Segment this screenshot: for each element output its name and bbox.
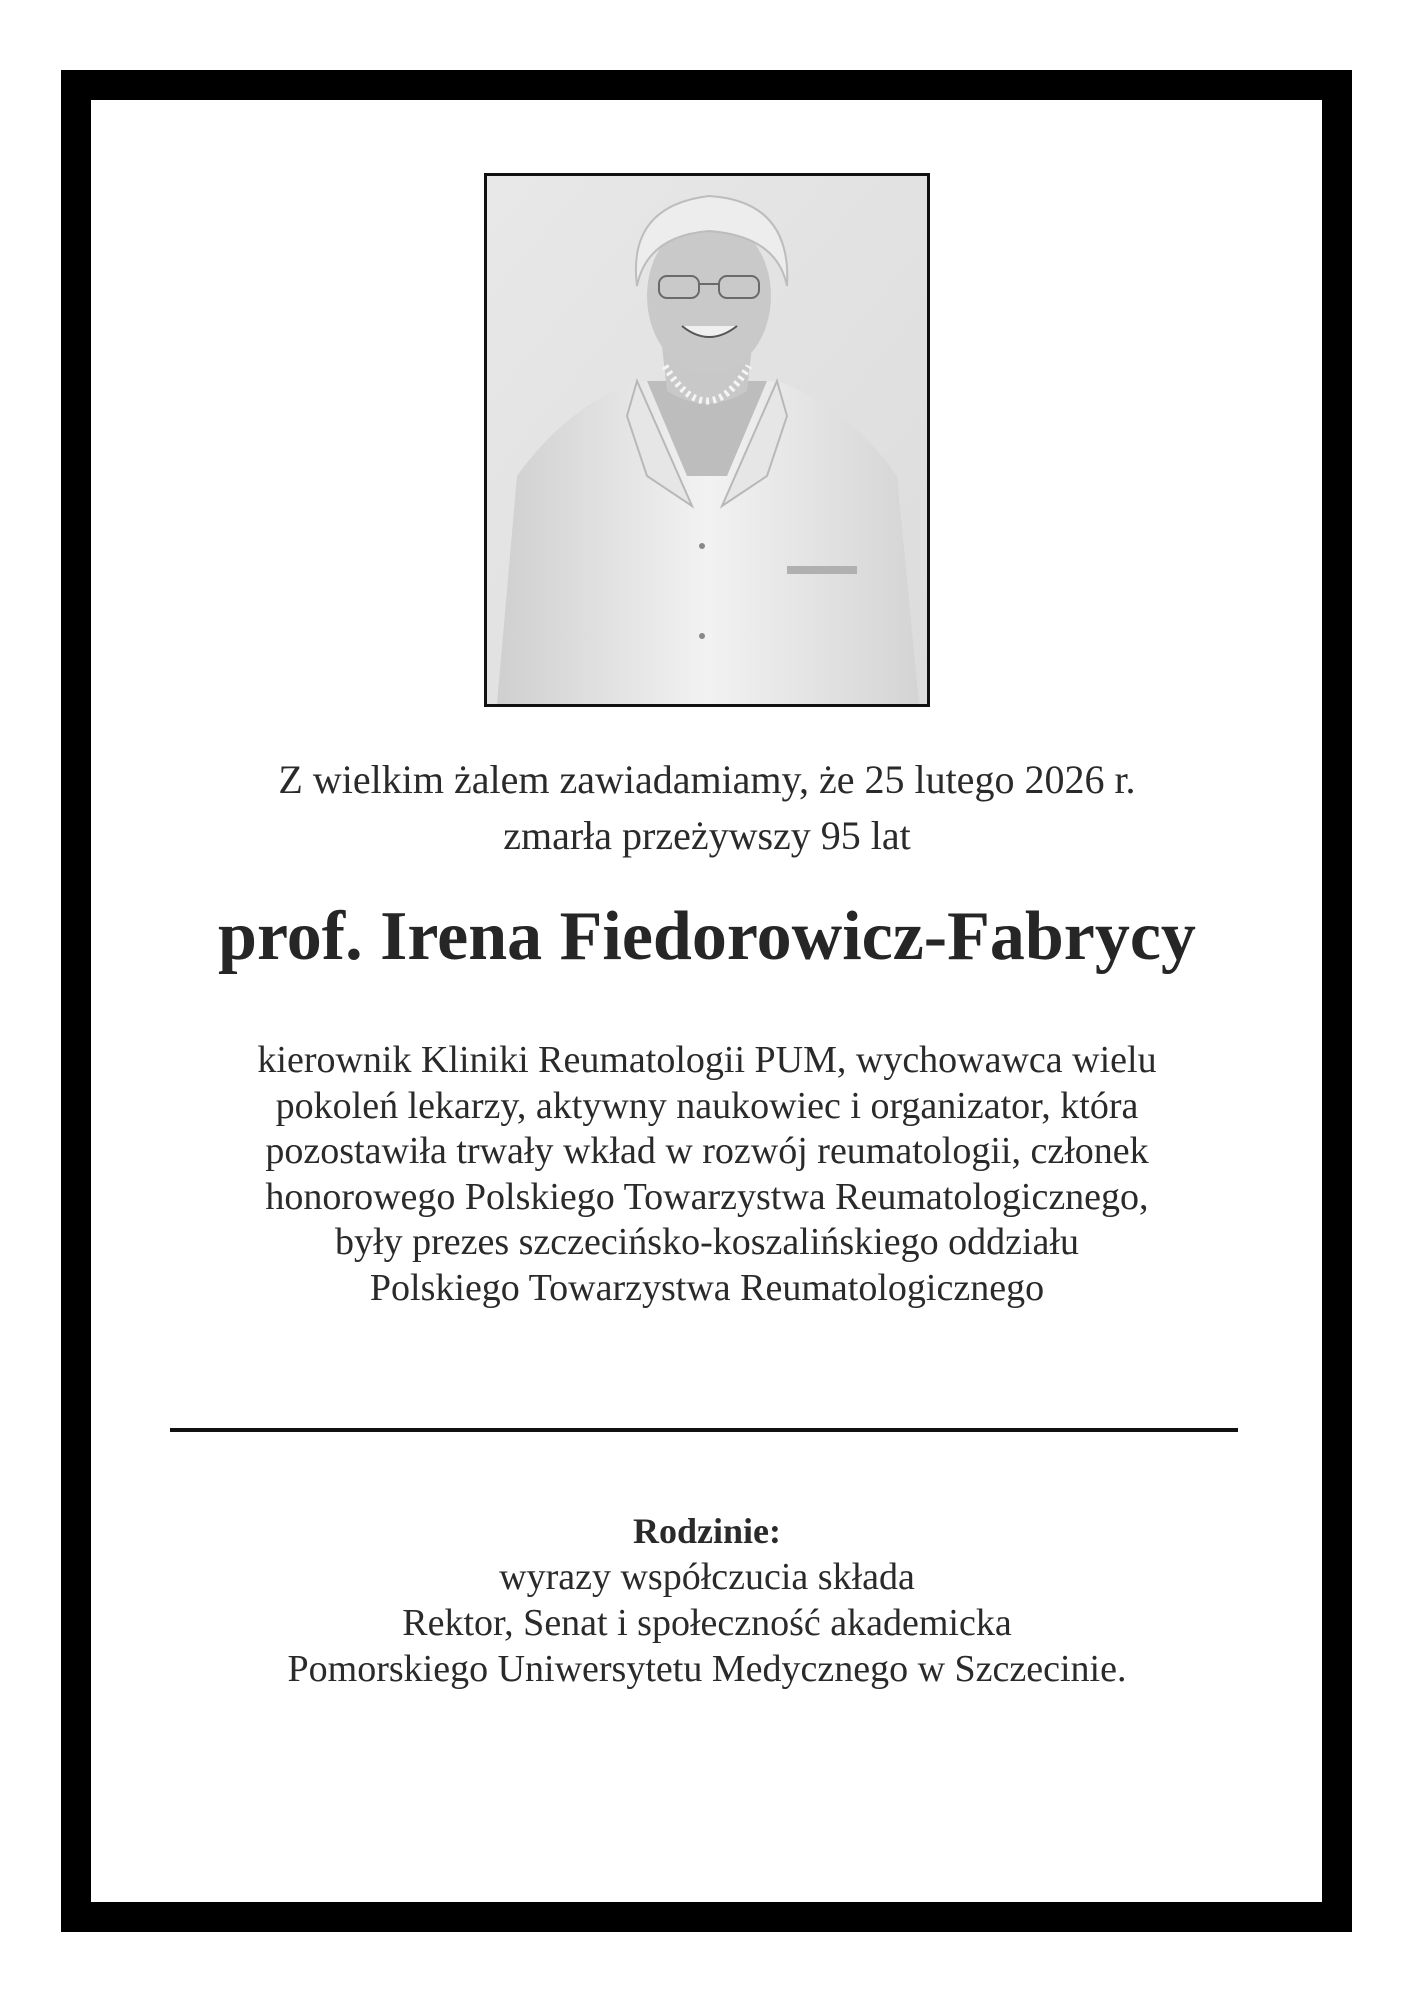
deceased-name: prof. Irena Fiedorowicz-Fabrycy bbox=[218, 898, 1196, 975]
condolences-heading: Rodzinie: bbox=[633, 1511, 781, 1551]
portrait-photo-image bbox=[487, 176, 927, 704]
divider bbox=[170, 1428, 1238, 1432]
bio-line: pozostawiła trwały wkład w rozwój reumatologii, członek bbox=[265, 1130, 1149, 1172]
condolences bbox=[0, 1508, 1414, 1692]
condolences-line: Rektor, Senat i społeczność akademicka bbox=[402, 1602, 1012, 1644]
intro-line-2: zmarła przeżywszy 95 lat bbox=[503, 813, 911, 858]
bio-line: były prezes szczecińsko-koszalińskiego oddziału bbox=[335, 1221, 1079, 1263]
biography bbox=[0, 1038, 1414, 1311]
bio-line: Polskiego Towarzystwa Reumatologicznego bbox=[369, 1266, 1045, 1309]
condolences-line: Pomorskiego Uniwersytetu Medycznego w Szczecinie. bbox=[287, 1648, 1127, 1690]
intro-line-1: Z wielkim żalem zawiadamiamy, że 25 lutego 2026 r. bbox=[278, 757, 1136, 802]
portrait-photo bbox=[484, 173, 930, 707]
bio-line: honorowego Polskiego Towarzystwa Reumatologicznego, bbox=[265, 1175, 1149, 1218]
bio-line: kierownik Kliniki Reumatologii PUM, wychowawca wielu bbox=[257, 1039, 1157, 1081]
condolences-line: wyrazy współczucia składa bbox=[499, 1556, 915, 1598]
bio-line: pokoleń lekarzy, aktywny naukowiec i organizator, która bbox=[275, 1084, 1139, 1127]
